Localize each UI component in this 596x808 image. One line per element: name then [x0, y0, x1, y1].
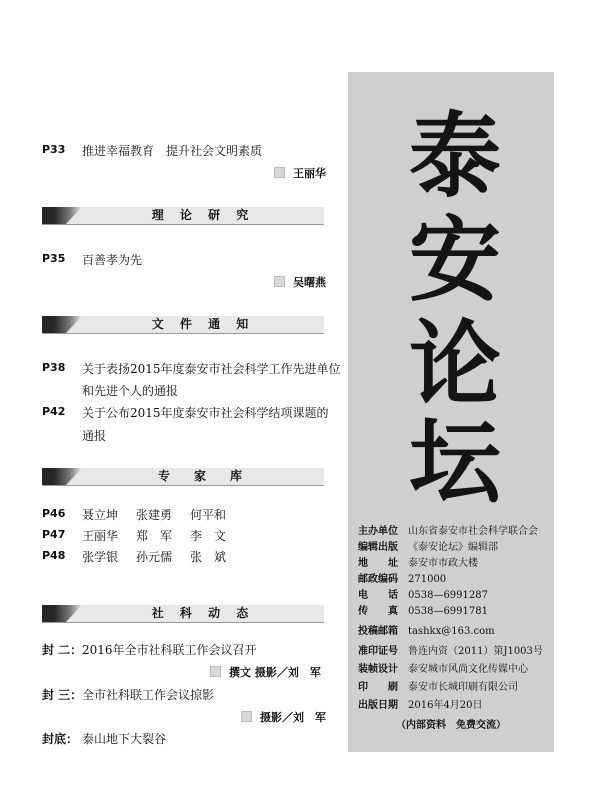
expert-names-row[interactable] — [82, 548, 244, 565]
toc-item-title-cont[interactable]: 通报 — [82, 429, 107, 443]
author-marker-icon — [274, 167, 285, 178]
info-value: 2016年4月20日 — [408, 700, 483, 711]
masthead-char: 论 — [408, 310, 501, 418]
expert-name: 何平和 — [190, 508, 227, 522]
expert-names-row[interactable] — [82, 527, 244, 544]
info-row — [358, 622, 495, 637]
toc-item-title[interactable]: 推进幸福教育 提升社会文明素质 — [82, 144, 263, 158]
author-marker-icon — [241, 711, 252, 722]
section-divider — [42, 333, 324, 334]
expert-name: 张 斌 — [190, 550, 227, 564]
toc-page-number: P48 — [42, 549, 66, 562]
author-marker-icon — [210, 666, 221, 677]
distribution-note: （内部资料 免费交流） — [396, 720, 506, 731]
info-key: 编辑出版 — [358, 542, 398, 553]
toc-page-number: P47 — [42, 528, 66, 541]
info-key: 传 真 — [358, 606, 398, 617]
author-name: 王丽华 — [293, 167, 326, 180]
toc-page-number: P46 — [42, 507, 66, 520]
toc-item-author — [210, 664, 321, 680]
cover-page-label: 封 二： — [42, 643, 83, 657]
info-row — [358, 660, 528, 675]
info-row — [358, 538, 498, 553]
masthead-char: 安 — [408, 206, 501, 314]
info-key: 地 址 — [358, 558, 398, 569]
section-stripe-icon — [42, 207, 82, 224]
info-value: 271000 — [408, 574, 447, 585]
expert-name: 孙元儒 — [136, 550, 173, 564]
expert-names-row[interactable] — [82, 506, 244, 523]
info-row — [358, 522, 538, 537]
toc-item-title[interactable]: 百善孝为先 — [82, 253, 143, 267]
info-value: 0538—6991287 — [408, 590, 488, 601]
section-divider — [42, 224, 324, 225]
toc-item-author — [274, 165, 326, 181]
section-header-news — [42, 605, 324, 622]
info-key: 投稿邮箱 — [358, 626, 398, 637]
info-value: 山东省泰安市社会科学联合会 — [408, 526, 538, 537]
toc-item-title-cont[interactable]: 和先进个人的通报 — [82, 384, 179, 398]
author-name: 摄影／刘 军 — [260, 711, 326, 724]
toc-item-author — [241, 709, 326, 725]
toc-page-number: P38 — [42, 361, 66, 374]
section-stripe-icon — [42, 468, 82, 485]
toc-item-author — [274, 274, 326, 290]
section-stripe-icon — [42, 316, 82, 333]
section-header-theory — [42, 207, 324, 224]
masthead-panel — [348, 72, 554, 752]
cover-page-label: 封 三： — [42, 688, 83, 702]
expert-name: 聂立坤 — [82, 508, 119, 522]
info-key: 出版日期 — [358, 700, 398, 711]
section-divider — [42, 622, 324, 623]
toc-item-title[interactable]: 全市社科联工作会议掠影 — [82, 688, 215, 702]
expert-name: 李 文 — [190, 529, 227, 543]
info-row — [358, 678, 518, 693]
section-label: 理 论 研 究 — [151, 208, 255, 222]
info-value: 泰安市长城印刷有限公司 — [408, 682, 518, 693]
info-row — [358, 696, 483, 711]
masthead-char: 坛 — [408, 408, 501, 516]
toc-page-number: P35 — [42, 252, 66, 265]
info-key: 主办单位 — [358, 526, 398, 537]
info-row — [358, 586, 488, 601]
toc-item-title[interactable]: 泰山地下大裂谷 — [82, 732, 167, 746]
info-row — [358, 554, 478, 569]
masthead-char: 泰 — [408, 102, 501, 210]
info-value: 泰安城市风尚文化传媒中心 — [408, 664, 528, 675]
info-value: 《泰安论坛》编辑部 — [408, 542, 498, 553]
info-key: 邮政编码 — [358, 574, 398, 585]
section-label: 文 件 通 知 — [151, 317, 255, 331]
expert-name: 王丽华 — [82, 529, 119, 543]
author-name: 吴曙燕 — [293, 276, 326, 289]
info-key: 准印证号 — [358, 646, 398, 657]
info-row — [358, 642, 543, 657]
info-key: 装帧设计 — [358, 664, 398, 675]
toc-item-title[interactable]: 2016年全市社科联工作会议召开 — [82, 643, 257, 657]
info-value: 0538—6991781 — [408, 606, 488, 617]
section-label: 社 科 动 态 — [151, 606, 255, 620]
info-value: 鲁连内资（2011）第J1003号 — [408, 646, 543, 657]
info-key: 印 刷 — [358, 682, 398, 693]
email-link[interactable]: tashkx@163.com — [408, 626, 495, 637]
section-label: 专 家 库 — [157, 469, 248, 483]
section-divider — [42, 485, 324, 486]
info-row — [358, 570, 446, 585]
info-row — [358, 602, 488, 617]
toc-page-number: P33 — [42, 143, 66, 156]
toc-page-number: P42 — [42, 405, 66, 418]
expert-name: 郑 军 — [136, 529, 173, 543]
expert-name: 张学银 — [82, 550, 119, 564]
toc-item-title[interactable]: 关于表扬2015年度泰安市社会科学工作先进单位 — [82, 362, 341, 376]
expert-name: 张建勇 — [136, 508, 173, 522]
section-header-notices — [42, 316, 324, 333]
info-value: 泰安市市政大楼 — [408, 558, 478, 569]
cover-page-label: 封底： — [42, 732, 79, 746]
section-header-experts — [42, 468, 324, 485]
section-stripe-icon — [42, 605, 82, 622]
toc-item-title[interactable]: 关于公布2015年度泰安市社会科学结项课题的 — [82, 406, 329, 420]
author-marker-icon — [274, 276, 285, 287]
author-name: 撰文 摄影／刘 军 — [229, 666, 321, 679]
info-key: 电 话 — [358, 590, 398, 601]
